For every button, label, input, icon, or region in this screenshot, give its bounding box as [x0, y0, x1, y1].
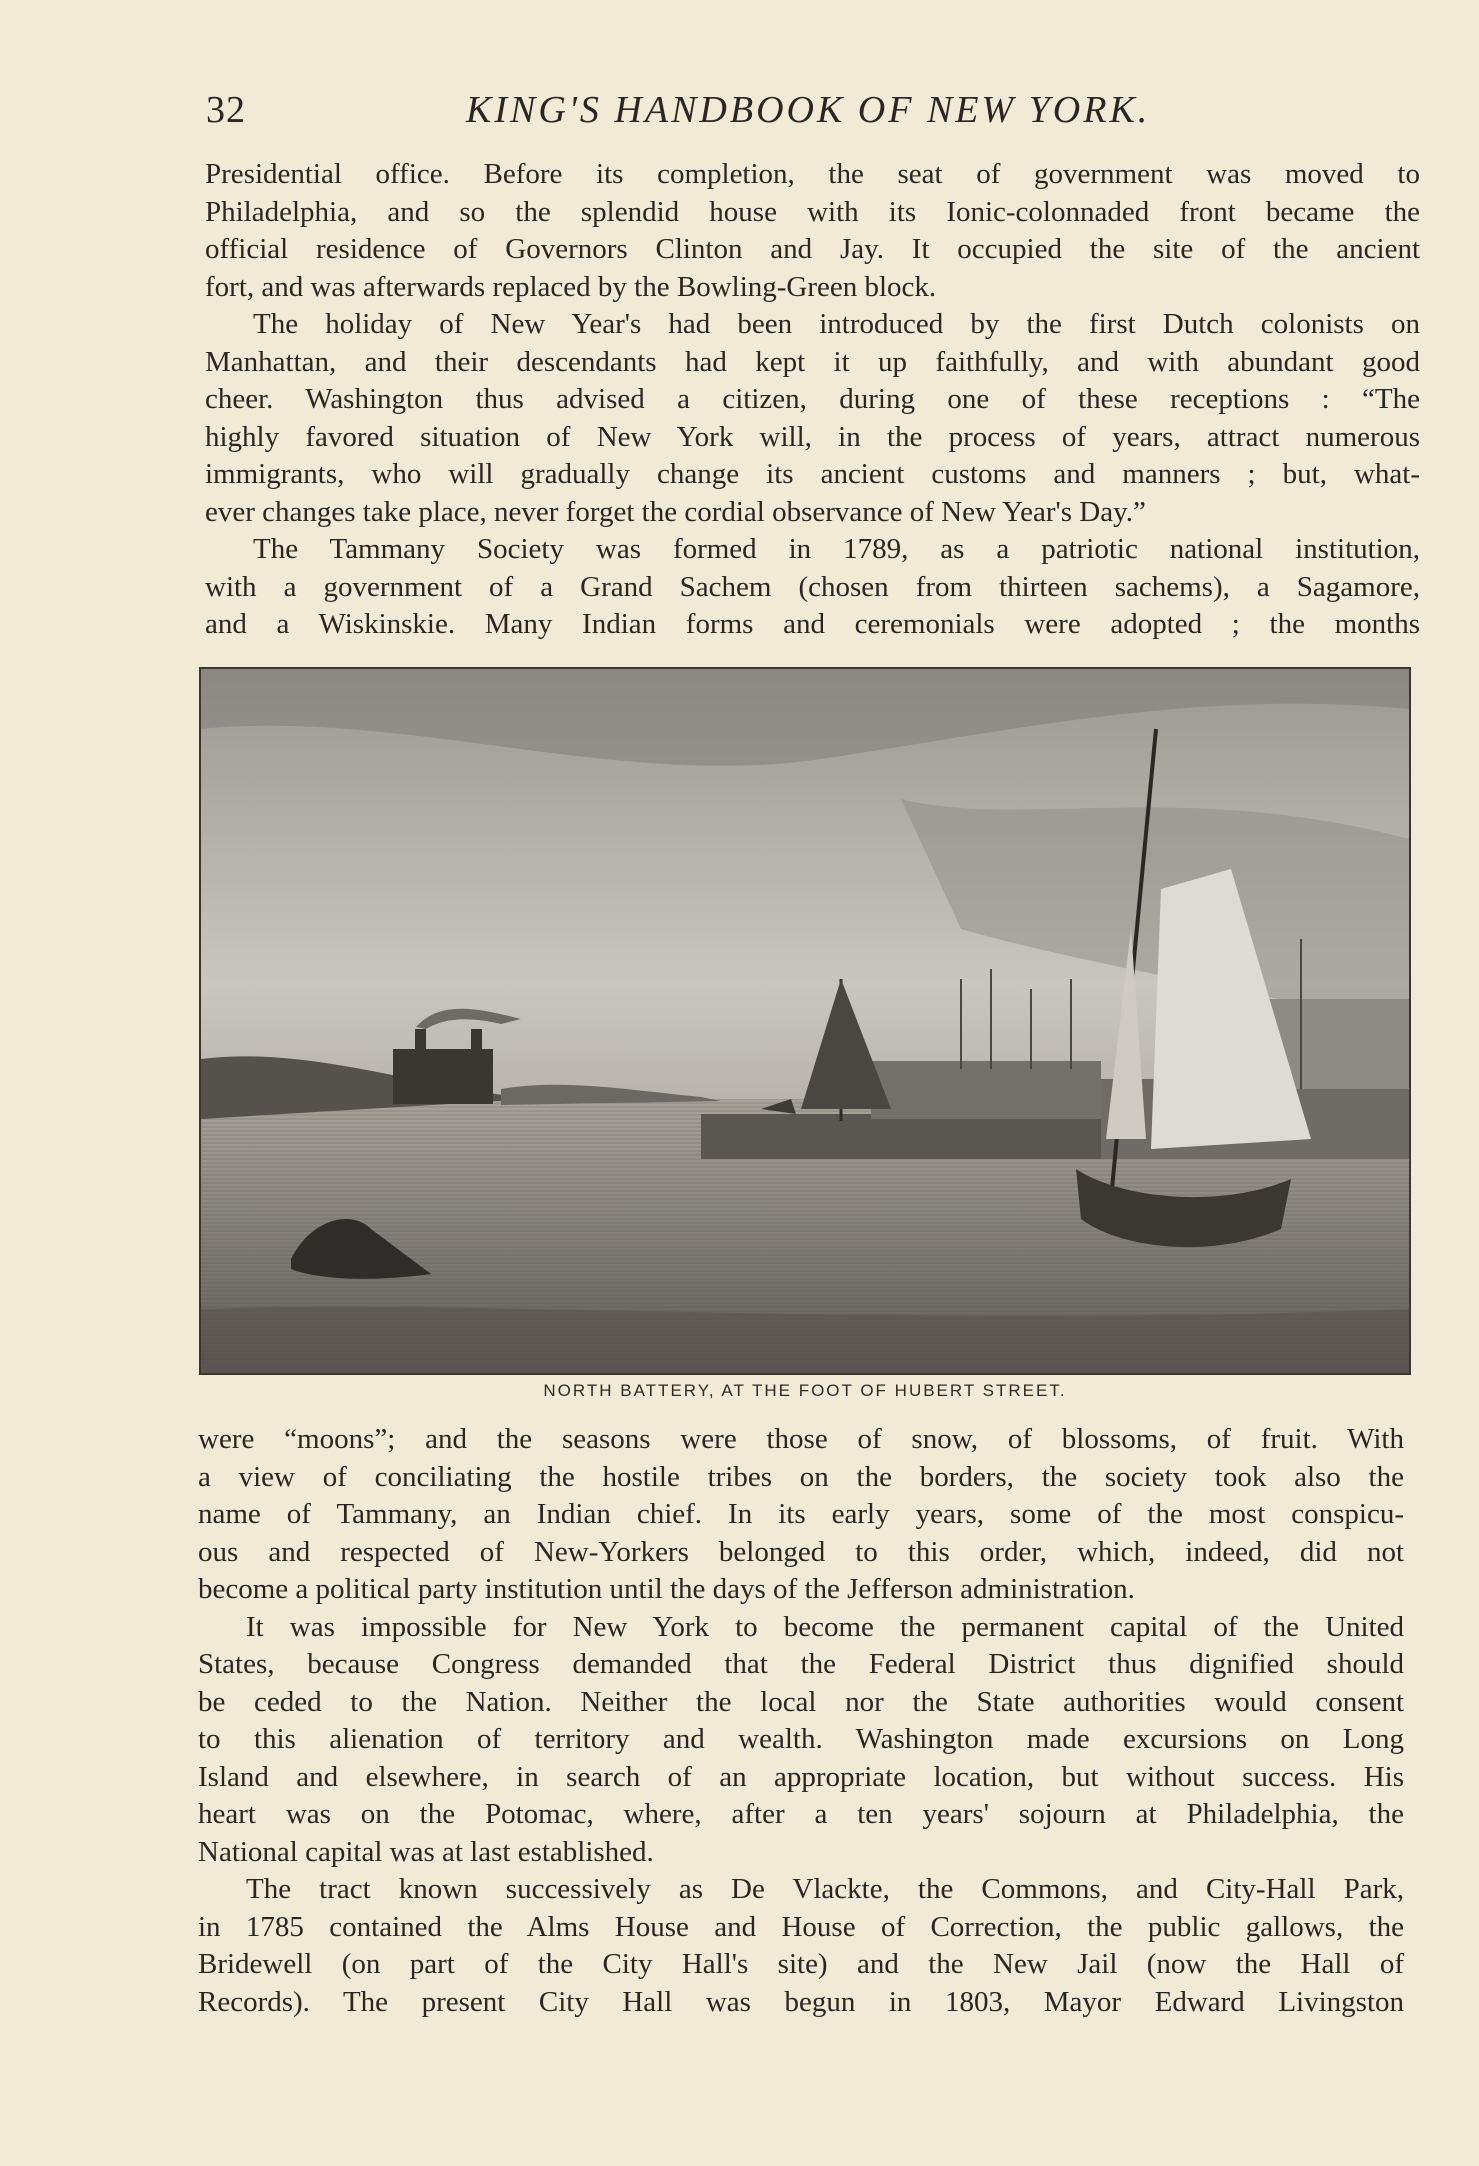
text-line: cheer. Washington thus advised a citizen, during one of these receptions : “The — [205, 383, 1420, 415]
page-header — [206, 88, 1406, 136]
text-line: The tract known successively as De Vlackte, the Commons, and City-Hall Park, — [246, 1873, 1404, 1905]
page-number: 32 — [206, 89, 246, 131]
text-line: immigrants, who will gradually change its ancient customs and manners ; but, what- — [205, 458, 1420, 490]
text-line: The Tammany Society was formed in 1789, as a patriotic national institution, — [253, 533, 1420, 565]
text-line: Philadelphia, and so the splendid house with its Ionic-colonnaded front became the — [205, 195, 1420, 228]
text-line: be ceded to the Nation. Neither the local nor the State authorities would consent — [198, 1685, 1404, 1718]
running-title: KING'S HANDBOOK OF NEW YORK. — [466, 89, 1151, 131]
text-line: were “moons”; and the seasons were those of snow, of blossoms, of fruit. With — [198, 1423, 1404, 1455]
figure-caption: NORTH BATTERY, AT THE FOOT OF HUBERT STREET. — [543, 1381, 1067, 1400]
text-line: ous and respected of New-Yorkers belonged to this order, which, indeed, did not — [198, 1535, 1404, 1568]
text-line: heart was on the Potomac, where, after a ten years' sojourn at Philadelphia, the — [198, 1798, 1404, 1830]
text-line: Records). The present City Hall was begun in 1803, Mayor Edward Livingston — [198, 1985, 1404, 2018]
text-line: Presidential office. Before its completion, the seat of government was moved to — [205, 158, 1420, 190]
text-line: Bridewell (on part of the City Hall's site) and the New Jail (now the Hall of — [198, 1948, 1404, 1980]
body-text-top — [205, 156, 1420, 644]
text-line: Manhattan, and their descendants had kept it up faithfully, and with abundant good — [205, 345, 1420, 378]
text-line: a view of conciliating the hostile tribes on the borders, the society took also the — [198, 1460, 1404, 1493]
body-text-bottom — [198, 1421, 1404, 2021]
text-line: in 1785 contained the Alms House and House of Correction, the public gallows, the — [198, 1910, 1404, 1943]
text-line: States, because Congress demanded that the Federal District thus dignified should — [198, 1648, 1404, 1680]
harbor-engraving — [199, 667, 1411, 1375]
text-line: become a political party institution until the days of the Jefferson administration. — [198, 1573, 1135, 1605]
text-line: Island and elsewhere, in search of an appropriate location, but without success. His — [198, 1760, 1404, 1793]
text-line: ever changes take place, never forget the cordial observance of New Year's Day.” — [205, 495, 1146, 528]
text-line: highly favored situation of New York will, in the process of years, attract numerous — [205, 420, 1420, 453]
text-line: to this alienation of territory and wealth. Washington made excursions on Long — [198, 1723, 1404, 1755]
text-line: official residence of Governors Clinton and Jay. It occupied the site of the ancient — [205, 233, 1420, 265]
text-line: The holiday of New Year's had been introduced by the first Dutch colonists on — [253, 308, 1420, 340]
text-line: It was impossible for New York to become the permanent capital of the United — [246, 1610, 1404, 1643]
text-line: and a Wiskinskie. Many Indian forms and ceremonials were adopted ; the months — [205, 608, 1420, 640]
text-line: name of Tammany, an Indian chief. In its early years, some of the most conspicu- — [198, 1498, 1404, 1530]
text-line: fort, and was afterwards replaced by the Bowling-Green block. — [205, 270, 937, 303]
text-line: National capital was at last established. — [198, 1835, 654, 1868]
text-line: with a government of a Grand Sachem (chosen from thirteen sachems), a Sagamore, — [205, 570, 1420, 603]
